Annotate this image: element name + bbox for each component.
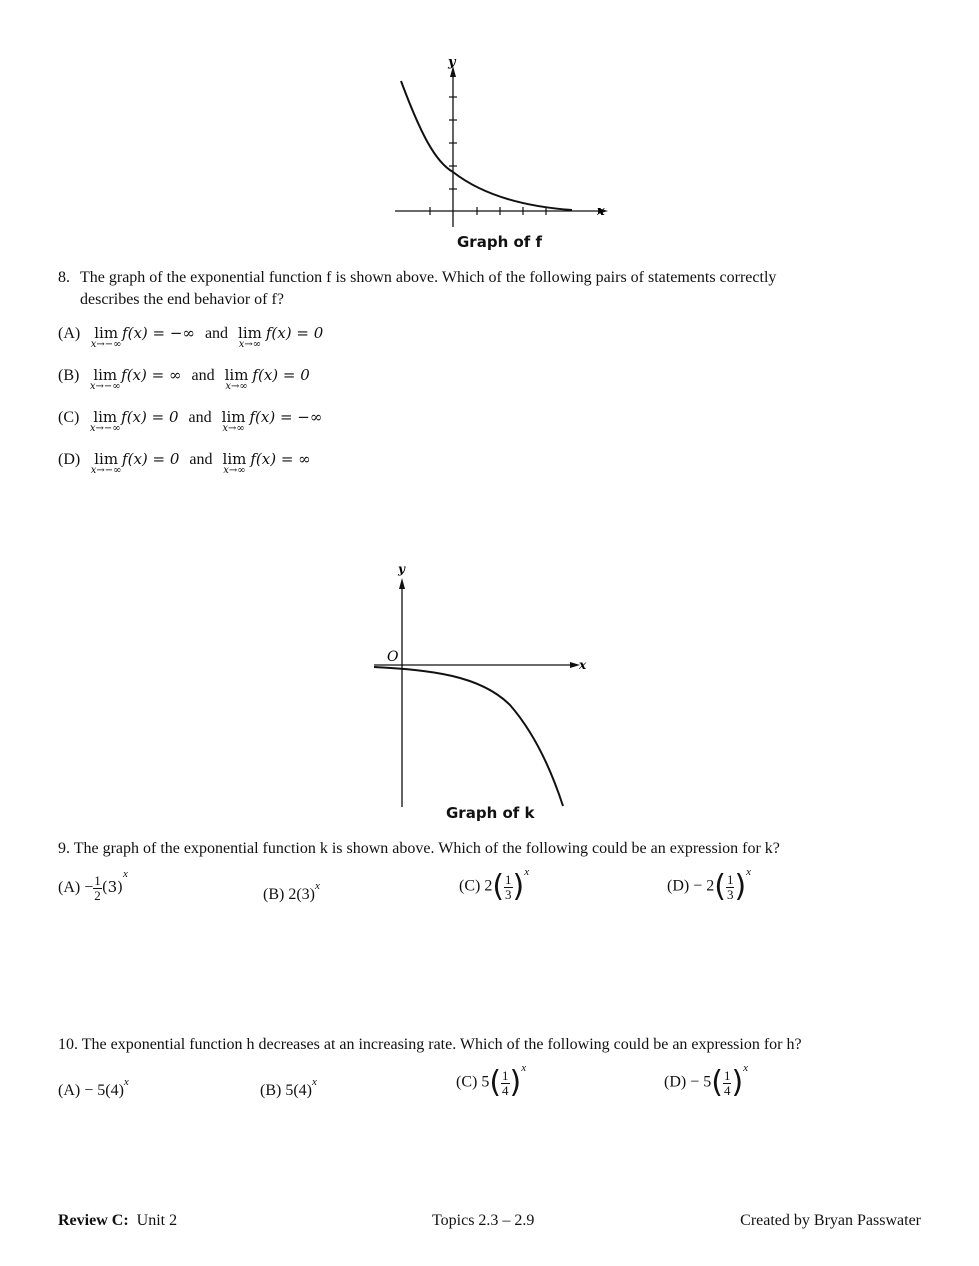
- q10-text: 10. The exponential function h decreases at an increasing rate. Which of the following could be an expression for h?: [58, 1036, 802, 1053]
- and-word: and: [188, 409, 212, 426]
- graph-k-x-label: x: [579, 658, 587, 672]
- lim-word: lim: [93, 366, 118, 384]
- q10-option-a-label: (A) − 5(4): [58, 1082, 124, 1099]
- exponent: x: [521, 1062, 527, 1074]
- frac-den: 4: [723, 1082, 731, 1098]
- frac-num: 1: [726, 871, 734, 887]
- exponent: x: [743, 1062, 749, 1074]
- q9-option-a-label: (A) −: [58, 879, 94, 897]
- graph-f-x-label: x: [597, 204, 605, 219]
- lim-sub: x→−∞: [89, 423, 121, 434]
- exponent: x: [311, 1076, 317, 1088]
- graph-k-origin-label: O: [387, 649, 399, 665]
- frac-num: 1: [505, 871, 512, 887]
- and-word: and: [189, 451, 213, 468]
- q10-option-a[interactable]: [58, 1076, 129, 1100]
- q9-option-a-base: (3): [101, 878, 123, 897]
- q8-option-b-label: (B): [58, 367, 80, 384]
- q8-option-a[interactable]: [58, 324, 324, 350]
- graph-f: [390, 52, 620, 227]
- q8-option-c-right: f(x) = −∞: [249, 408, 323, 426]
- q8-option-c-label: (C): [58, 409, 80, 426]
- frac-den: 3: [726, 886, 734, 902]
- lim-sub: x→−∞: [90, 339, 122, 350]
- q9-option-c[interactable]: (C) 2( $\frac{1}{3}$ )$^x$: [459, 866, 530, 904]
- q8-option-c-left: f(x) = 0: [121, 408, 179, 426]
- q10-option-d[interactable]: (D) − 5( $\frac{1}{4}$ )$^x$: [664, 1062, 749, 1100]
- q8-option-a-right: f(x) = 0: [265, 324, 324, 342]
- lim-word: lim: [224, 366, 249, 384]
- lim-sub: x→−∞: [90, 465, 122, 476]
- lim-sub: x→∞: [238, 339, 262, 350]
- graph-k-caption: Graph of k: [446, 804, 535, 822]
- q8-option-b[interactable]: [58, 366, 310, 392]
- q10-option-b[interactable]: [260, 1076, 317, 1100]
- exponent: x: [746, 866, 752, 878]
- exponent: x: [524, 866, 530, 878]
- graph-k-y-label: y: [398, 562, 405, 576]
- footer-left-bold: Review C:: [58, 1212, 129, 1229]
- lim-word: lim: [222, 450, 247, 468]
- lim-word: lim: [238, 324, 262, 342]
- q9-text: 9. The graph of the exponential function k is shown above. Which of the following could be an expression for k?: [58, 840, 780, 857]
- q9-option-b[interactable]: [263, 880, 320, 904]
- and-word: and: [204, 325, 229, 342]
- q8-text-line2: describes the end behavior of f?: [80, 291, 284, 308]
- frac-den: 2: [94, 888, 101, 903]
- q8-option-b-left: f(x) = ∞: [121, 366, 182, 384]
- q9-option-b-label: (B) 2(3): [263, 886, 315, 903]
- q8-option-a-left: f(x) = −∞: [122, 324, 195, 342]
- exponent: x: [123, 1076, 129, 1088]
- q8-text-line1: The graph of the exponential function f is shown above. Which of the following pairs of statements correctly: [80, 269, 777, 286]
- q10-option-d-label: (D) − 5: [664, 1073, 712, 1091]
- lim-sub: x→∞: [223, 465, 246, 476]
- frac-num: 1: [502, 1067, 509, 1083]
- footer-left: [58, 1212, 177, 1230]
- q8-option-d-right: f(x) = ∞: [250, 450, 311, 468]
- graph-f-y-label: y: [448, 55, 456, 70]
- lim-sub: x→∞: [222, 423, 245, 434]
- q8-option-d[interactable]: [58, 450, 311, 476]
- q9-option-d[interactable]: (D) − 2( $\frac{1}{3}$ )$^x$: [667, 866, 752, 904]
- footer-center: Topics 2.3 – 2.9: [432, 1212, 535, 1229]
- q10-option-b-label: (B) 5(4): [260, 1082, 312, 1099]
- graph-f-caption: Graph of f: [457, 233, 543, 251]
- frac-den: 4: [502, 1082, 509, 1098]
- exponent: x: [314, 880, 320, 892]
- frac-num: 1: [94, 873, 101, 888]
- frac-den: 3: [505, 886, 512, 902]
- lim-word: lim: [221, 408, 246, 426]
- lim-sub: x→−∞: [89, 381, 121, 392]
- q9-option-d-label: (D) − 2: [667, 877, 715, 895]
- q8-option-a-label: (A): [58, 325, 81, 342]
- frac-num: 1: [723, 1067, 731, 1083]
- footer-right: Created by Bryan Passwater: [740, 1212, 921, 1229]
- exponent: x: [122, 868, 128, 880]
- q8-option-d-left: f(x) = 0: [122, 450, 180, 468]
- lim-sub: x→∞: [225, 381, 248, 392]
- q8-option-d-label: (D): [58, 451, 81, 468]
- q8-option-b-right: f(x) = 0: [252, 366, 310, 384]
- q8-option-c[interactable]: [58, 408, 323, 434]
- q9-option-c-label: (C) 2: [459, 877, 493, 895]
- footer-left-text: Unit 2: [136, 1212, 178, 1229]
- lim-word: lim: [93, 408, 118, 426]
- q9-option-a[interactable]: [58, 868, 128, 903]
- and-word: and: [191, 367, 215, 384]
- q10-option-c-label: (C) 5: [456, 1073, 490, 1091]
- q8-number: 8.: [58, 269, 70, 286]
- q10-option-c[interactable]: (C) 5( $\frac{1}{4}$ )$^x$: [456, 1062, 527, 1100]
- graph-k: [370, 560, 600, 810]
- lim-word: lim: [94, 450, 119, 468]
- lim-word: lim: [94, 324, 119, 342]
